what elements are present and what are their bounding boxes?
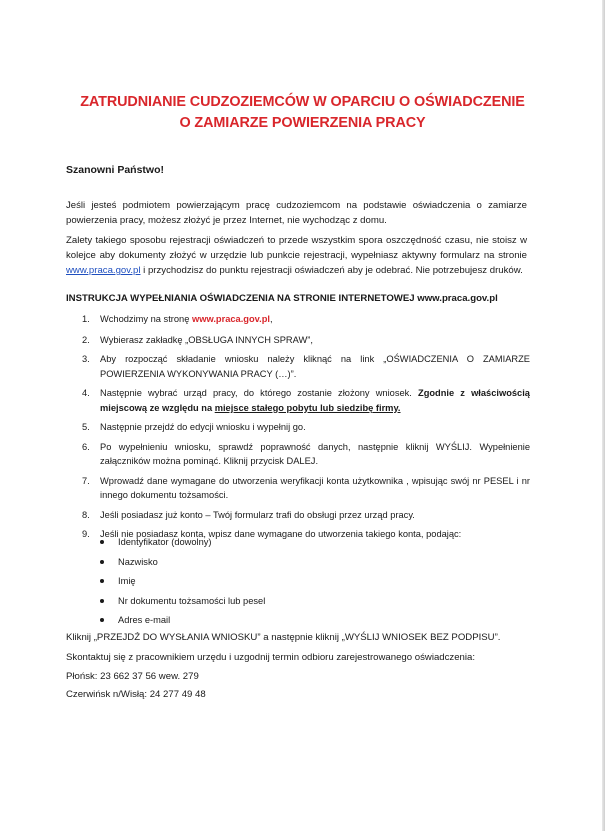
list-item-text: Nr dokumentu tożsamości lub pesel bbox=[118, 595, 266, 606]
step-4-bold: Zgodnie z właściwością miejscową ze względu na bbox=[100, 388, 530, 413]
list-item bbox=[100, 613, 265, 633]
step-number: 4. bbox=[82, 388, 90, 398]
step-number: 8. bbox=[82, 509, 90, 520]
step-2 bbox=[82, 333, 530, 348]
greeting: Szanowni Państwo! bbox=[66, 164, 165, 176]
step-number: 9. bbox=[82, 529, 90, 539]
list-item-text: Nazwisko bbox=[118, 556, 158, 567]
step-3 bbox=[82, 352, 530, 381]
list-item-text: Identyfikator (dowolny) bbox=[118, 537, 212, 547]
intro-paragraph-1: Jeśli jesteś podmiotem powierzającym pracę cudzoziemcom na podstawie oświadczenia o zamiarze powierzenia pracy, możesz złożyć je przez Internet, nie wychodząc z domu. bbox=[66, 200, 527, 226]
instruction-heading: INSTRUKCJA WYPEŁNIANIA OŚWIADCZENIA NA STRONIE INTERNETOWEJ www.praca.gov.pl bbox=[66, 293, 498, 304]
title-line-1: ZATRUDNIANIE CUDZOZIEMCÓW W OPARCIU O OŚWIADCZENIE bbox=[80, 94, 525, 110]
list-item bbox=[100, 555, 265, 575]
step-text: Po wypełnieniu wniosku, sprawdź poprawność danych, następnie kliknij WYŚLIJ. Wypełnienie załączników można pominąć. Kliknij przycisk DALEJ. bbox=[100, 441, 530, 466]
step-text: Jeśli posiadasz już konto – Twój formularz trafi do obsługi przez urząd pracy. bbox=[100, 509, 415, 520]
step-number: 5. bbox=[82, 422, 90, 432]
step-text: Wprowadź dane wymagane do utworzenia weryfikacji konta użytkownika , wpisując swój nr PESEL i nr innego dokumentu tożsamości. bbox=[100, 475, 530, 500]
step-1-site: www.praca.gov.pl bbox=[191, 314, 270, 324]
step-text: Następnie wybrać urząd pracy, do którego zostanie złożony wniosek. bbox=[100, 388, 419, 398]
step-text: Wchodzimy na stronę bbox=[100, 314, 192, 324]
step-number: 6. bbox=[82, 441, 90, 452]
step-text: Wybierasz zakładkę „OBSŁUGA INNYCH SPRAW”, bbox=[100, 334, 313, 345]
step-text: Jeśli nie posiadasz konta, wpisz dane wymagane do utworzenia takiego konta, podając: bbox=[100, 529, 462, 539]
intro-p2-text: Zalety takiego sposobu rejestracji oświadczeń to przede wszystkim spora oszczędność czasu, nie stoisz w kolejce aby dokumenty złożyć w urzędzie lub punkcie rejestracji, wypełniasz aktywny formularz na stronie bbox=[66, 235, 527, 261]
step-6 bbox=[82, 440, 530, 469]
step-number: 3. bbox=[82, 354, 90, 364]
list-item-text: Imię bbox=[118, 576, 136, 586]
step-number: 1. bbox=[82, 314, 90, 324]
list-item bbox=[100, 574, 265, 594]
step-text: Następnie przejdź do edycji wniosku i wypełnij go. bbox=[100, 422, 306, 432]
intro-p2-text-end: i przychodzisz do punktu rejestracji oświadczeń aby je odebrać. Nie potrzebujesz druków. bbox=[140, 265, 523, 276]
list-item-text: Adres e-mail bbox=[118, 615, 171, 625]
bullet-icon bbox=[100, 540, 104, 544]
step-number: 7. bbox=[82, 475, 90, 486]
bullet-icon bbox=[100, 599, 104, 603]
step-1-comma: , bbox=[270, 314, 273, 324]
step-text: Aby rozpocząć składanie wniosku należy kliknąć na link „OŚWIADCZENIA O ZAMIARZE POWIERZENIA WYKONYWANIA PRACY (…)”. bbox=[100, 354, 530, 379]
step-4-underline: miejsce stałego pobytu lub siedzibę firmy. bbox=[214, 402, 401, 413]
instruction-steps bbox=[82, 312, 530, 542]
document-title bbox=[40, 92, 565, 134]
step-7 bbox=[82, 474, 530, 503]
step-1 bbox=[82, 312, 530, 327]
list-item bbox=[100, 535, 265, 555]
list-item bbox=[100, 594, 265, 614]
bullet-icon bbox=[100, 560, 104, 564]
contact-plonsk: Płońsk: 23 662 37 56 wew. 279 bbox=[66, 671, 199, 682]
contact-czerwinsk: Czerwińsk n/Wisłą: 24 277 49 48 bbox=[66, 689, 206, 700]
closing-contact-text: Skontaktuj się z pracownikiem urzędu i uzgodnij termin odbioru zarejestrowanego oświadczenia: bbox=[66, 652, 476, 663]
step-number: 2. bbox=[82, 334, 90, 345]
step-8 bbox=[82, 508, 530, 523]
praca-gov-link[interactable]: www.praca.gov.pl bbox=[66, 265, 141, 276]
account-fields-list bbox=[100, 535, 265, 633]
closing-click-instruction: Kliknij „PRZEJDŹ DO WYSŁANIA WNIOSKU” a następnie kliknij „WYŚLIJ WNIOSEK BEZ PODPISU”. bbox=[66, 632, 501, 643]
intro-paragraph-2 bbox=[66, 233, 527, 278]
step-4 bbox=[82, 386, 530, 415]
step-5 bbox=[82, 420, 530, 435]
bullet-icon bbox=[100, 618, 104, 622]
bullet-icon bbox=[100, 579, 104, 583]
title-line-2: O ZAMIARZE POWIERZENIA PRACY bbox=[179, 115, 426, 131]
